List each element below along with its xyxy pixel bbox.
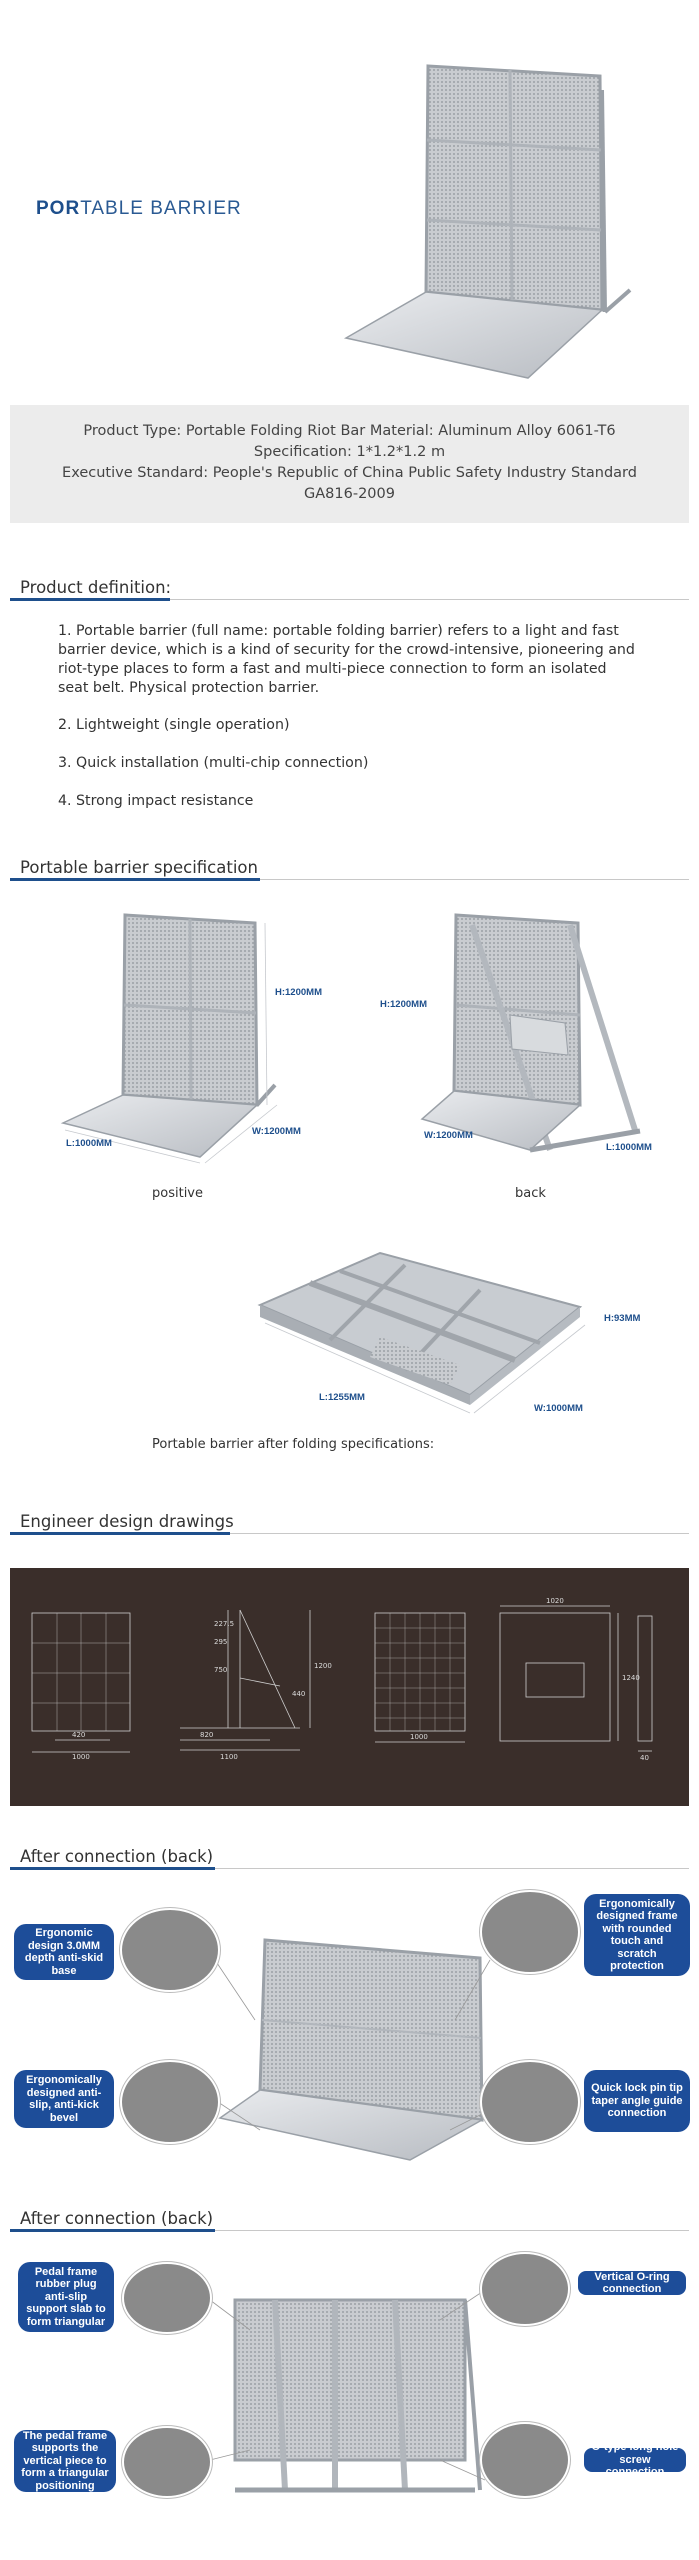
engineering-drawings	[10, 1568, 689, 1806]
section-underline	[10, 1532, 230, 1535]
definition-item-2: 2. Lightweight (single operation)	[58, 717, 290, 733]
caption-positive: positive	[152, 1186, 203, 1201]
standard-text: Executive Standard: People's Republic of China Public Safety Industry Standard	[62, 465, 637, 481]
detail-photo-lock-pin	[480, 2060, 580, 2144]
dimension-width: W:1200MM	[252, 1126, 301, 1137]
product-info-panel	[10, 405, 689, 523]
callout-anti-kick-bevel: Ergonomically designed anti-slip, anti-kick bevel	[14, 2070, 114, 2128]
engineering-drawings-panel	[10, 1568, 689, 1806]
section-title: After connection (back)	[20, 2209, 214, 2228]
caption-folded: Portable barrier after folding specifications:	[152, 1437, 435, 1452]
dimension-length: L:1255MM	[319, 1392, 365, 1403]
section-underline	[10, 598, 170, 601]
section-underline	[10, 1867, 215, 1870]
drawing-label: 1000	[410, 1733, 428, 1741]
callout-anti-skid-base: Ergonomic design 3.0MM depth anti-skid base	[14, 1924, 114, 1980]
dimension-height: H:1200MM	[275, 987, 322, 998]
drawing-label: 1240	[622, 1674, 640, 1682]
section-title: Portable barrier specification	[20, 858, 258, 877]
page-title: PORTABLE BARRIER	[36, 198, 242, 219]
callout-lock-pin: Quick lock pin tip taper angle guide connection	[584, 2070, 690, 2132]
section-title: Engineer design drawings	[20, 1512, 234, 1531]
section-header-after-connection	[10, 2205, 689, 2231]
barrier-positive-image	[55, 905, 345, 1175]
drawing-label: 1020	[546, 1597, 564, 1605]
detail-photo-base	[120, 1908, 220, 1992]
callout-rounded-frame: Ergonomically designed frame with rounded touch and scratch protection	[584, 1894, 690, 1976]
drawing-label: 750	[214, 1666, 228, 1674]
callout-pedal-frame: The pedal frame supports the vertical piece to form a triangular positioning	[14, 2430, 116, 2492]
section-header-after-connection	[10, 1843, 689, 1869]
drawing-label: 820	[200, 1731, 214, 1739]
dimension-length: L:1000MM	[66, 1138, 112, 1149]
drawing-label: 440	[292, 1690, 306, 1698]
section-header-definition	[10, 574, 689, 600]
section-header-engineer	[10, 1508, 689, 1534]
drawing-label: 1100	[220, 1753, 238, 1761]
drawing-label: 295	[214, 1638, 228, 1646]
callout-long-hole: O-type long hole screw connection	[584, 2448, 686, 2472]
specification-text: Specification: 1*1.2*1.2 m	[253, 444, 446, 460]
definition-item-1: 1. Portable barrier (full name: portable folding barrier) refers to a light and fast barrier device, which is a kind of security for the crowd-intensive, pioneering and riot-type places to form a fast and multi-piece connection to form an isolated seat belt. Physical protection barrier.	[58, 623, 635, 696]
detail-photo-pedal-frame	[122, 2426, 212, 2498]
hero-barrier-image	[340, 60, 640, 390]
barrier-folded-image	[230, 1245, 610, 1445]
dimension-width: W:1000MM	[534, 1403, 583, 1414]
dimension-height: H:1200MM	[380, 999, 427, 1010]
section-title: Product definition:	[20, 578, 172, 597]
drawing-label: 1200	[314, 1662, 332, 1670]
section-underline	[10, 2229, 215, 2232]
definition-item-4: 4. Strong impact resistance	[58, 793, 254, 809]
detail-photo-rubber-plug	[122, 2262, 212, 2334]
drawing-label: 40	[640, 1754, 649, 1762]
detail-photo-frame	[480, 1890, 580, 1974]
detail-photo-o-ring	[480, 2252, 570, 2326]
section-header-specification	[10, 854, 689, 880]
caption-back: back	[515, 1186, 546, 1201]
callout-o-ring: Vertical O-ring connection	[578, 2271, 686, 2295]
detail-photo-long-hole	[480, 2422, 570, 2498]
standard-code-text: GA816-2009	[304, 486, 395, 502]
callout-rubber-plug: Pedal frame rubber plug anti-slip support slab to form triangular	[18, 2262, 114, 2332]
detail-photo-bevel	[120, 2060, 220, 2144]
dimension-height: H:93MM	[604, 1313, 641, 1324]
drawing-label: 227.5	[214, 1620, 235, 1628]
drawing-label: 420	[72, 1731, 86, 1739]
drawing-label: 1000	[72, 1753, 90, 1761]
definition-item-3: 3. Quick installation (multi-chip connection)	[58, 755, 369, 771]
dimension-width: W:1200MM	[424, 1130, 473, 1141]
section-underline	[10, 878, 260, 881]
section-title: After connection (back)	[20, 1847, 214, 1866]
dimension-length: L:1000MM	[606, 1142, 652, 1153]
product-type-text: Product Type: Portable Folding Riot Bar Material: Aluminum Alloy 6061-T6	[83, 423, 616, 439]
